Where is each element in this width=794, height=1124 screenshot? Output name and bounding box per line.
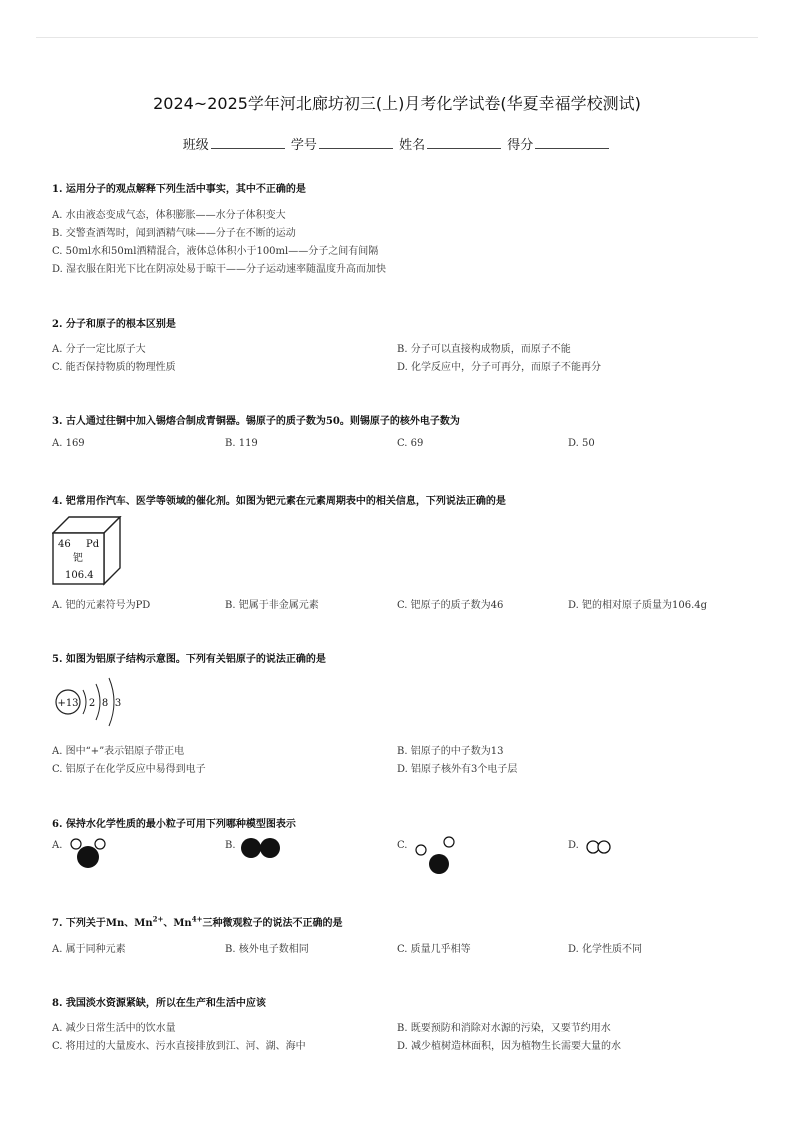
q5-option-b[interactable]: B. 铝原子的中子数为13 <box>397 746 504 757</box>
question-4-stem: 4. 钯常用作汽车、医学等领域的催化剂。如图为钯元素在元素周期表中的相关信息，下列说法正确的是 <box>52 496 506 507</box>
q1-option-a[interactable]: A. 水由液态变成气态，体积膨胀——水分子体积变大 <box>52 210 286 221</box>
name-label: 姓名 <box>399 138 426 153</box>
model-b-icon <box>240 836 284 860</box>
student-info-line <box>0 134 794 153</box>
q4-option-d[interactable]: D. 钯的相对原子质量为106.4g <box>568 600 708 611</box>
question-1-stem: 1. 运用分子的观点解释下列生活中事实，其中不正确的是 <box>52 184 306 195</box>
q7-charge-2plus: 2+ <box>152 914 164 924</box>
q3-option-b[interactable]: B. 119 <box>225 438 258 449</box>
q3-option-a[interactable]: A. 169 <box>52 438 85 449</box>
q6-option-a[interactable]: A. <box>52 840 63 851</box>
model-c-icon <box>412 834 458 876</box>
question-6-stem: 6. 保持水化学性质的最小粒子可用下列哪种模型图表示 <box>52 819 296 830</box>
q7-stem-start: 7. 下列关于Mn、Mn <box>52 918 153 929</box>
shell-1-count: 2 <box>88 698 96 709</box>
q7-option-d[interactable]: D. 化学性质不同 <box>568 944 643 955</box>
q6-option-b[interactable]: B. <box>225 840 236 851</box>
q1-option-d[interactable]: D. 湿衣服在阳光下比在阴凉处易于晾干——分子运动速率随温度升高而加快 <box>52 264 387 275</box>
q3-option-d[interactable]: D. 50 <box>568 438 595 449</box>
shell-2-count: 8 <box>101 698 109 709</box>
q8-option-d[interactable]: D. 减少植树造林面积，因为植物生长需要大量的水 <box>397 1041 622 1052</box>
q7-option-a[interactable]: A. 属于同种元素 <box>52 944 126 955</box>
q1-option-b[interactable]: B. 交警查酒驾时，闻到酒精气味——分子在不断的运动 <box>52 228 296 239</box>
question-2-stem: 2. 分子和原子的根本区别是 <box>52 319 176 330</box>
q6-option-c[interactable]: C. <box>397 840 408 851</box>
element-number: 46 <box>58 539 71 550</box>
element-name: 钯 <box>73 553 83 564</box>
element-card-pd <box>52 516 122 586</box>
q4-option-b[interactable]: B. 钯属于非金属元素 <box>225 600 319 611</box>
element-mass: 106.4 <box>65 570 94 581</box>
q1-option-c[interactable]: C. 50ml水和50ml酒精混合，液体总体积小于100ml——分子之间有间隔 <box>52 246 379 257</box>
element-symbol: Pd <box>86 539 100 550</box>
q5-option-a[interactable]: A. 图中“+”表示铝原子带正电 <box>52 746 185 757</box>
q8-option-a[interactable]: A. 减少日常生活中的饮水量 <box>52 1023 176 1034</box>
id-label: 学号 <box>290 138 317 153</box>
q7-option-c[interactable]: C. 质量几乎相等 <box>397 944 471 955</box>
aluminum-atom-diagram <box>52 672 132 730</box>
question-5-stem: 5. 如图为铝原子结构示意图。下列有关铝原子的说法正确的是 <box>52 654 326 665</box>
q8-option-c[interactable]: C. 将用过的大量废水、污水直接排放到江、河、湖、海中 <box>52 1041 306 1052</box>
q2-option-d[interactable]: D. 化学反应中，分子可再分，而原子不能再分 <box>397 362 602 373</box>
q2-option-b[interactable]: B. 分子可以直接构成物质，而原子不能 <box>397 344 571 355</box>
q4-option-a[interactable]: A. 钯的元素符号为PD <box>52 600 151 611</box>
q5-option-c[interactable]: C. 铝原子在化学反应中易得到电子 <box>52 764 206 775</box>
id-blank[interactable] <box>319 136 393 149</box>
shell-3-count: 3 <box>114 698 122 709</box>
q2-option-a[interactable]: A. 分子一定比原子大 <box>52 344 146 355</box>
q5-option-d[interactable]: D. 铝原子核外有3个电子层 <box>397 764 518 775</box>
q7-stem-end: 三种微观粒子的说法不正确的是 <box>202 918 343 929</box>
score-blank[interactable] <box>535 136 609 149</box>
q6-option-d[interactable]: D. <box>568 840 579 851</box>
name-blank[interactable] <box>427 136 501 149</box>
model-d-icon <box>584 838 614 856</box>
q8-option-b[interactable]: B. 既要预防和消除对水源的污染，又要节约用水 <box>397 1023 611 1034</box>
model-a-icon <box>68 836 110 870</box>
q7-stem-middle: 、Mn <box>163 918 192 929</box>
question-8-stem: 8. 我国淡水资源紧缺，所以在生产和生活中应该 <box>52 998 266 1009</box>
q7-option-b[interactable]: B. 核外电子数相同 <box>225 944 309 955</box>
score-label: 得分 <box>507 138 534 153</box>
q2-option-c[interactable]: C. 能否保持物质的物理性质 <box>52 362 176 373</box>
header-rule <box>36 37 758 38</box>
question-7-stem <box>52 914 342 929</box>
q7-charge-4plus: 4+ <box>191 914 203 924</box>
question-3-stem: 3. 古人通过往铜中加入锡熔合制成青铜器。锡原子的质子数为50。则锡原子的核外电子数为 <box>52 416 460 427</box>
page-title: 2024~2025学年河北廊坊初三(上)月考化学试卷(华夏幸福学校测试) <box>153 94 641 113</box>
nucleus-charge: +13 <box>57 698 79 709</box>
class-blank[interactable] <box>211 136 285 149</box>
q4-option-c[interactable]: C. 钯原子的质子数为46 <box>397 600 504 611</box>
q3-option-c[interactable]: C. 69 <box>397 438 424 449</box>
class-label: 班级 <box>182 138 209 153</box>
